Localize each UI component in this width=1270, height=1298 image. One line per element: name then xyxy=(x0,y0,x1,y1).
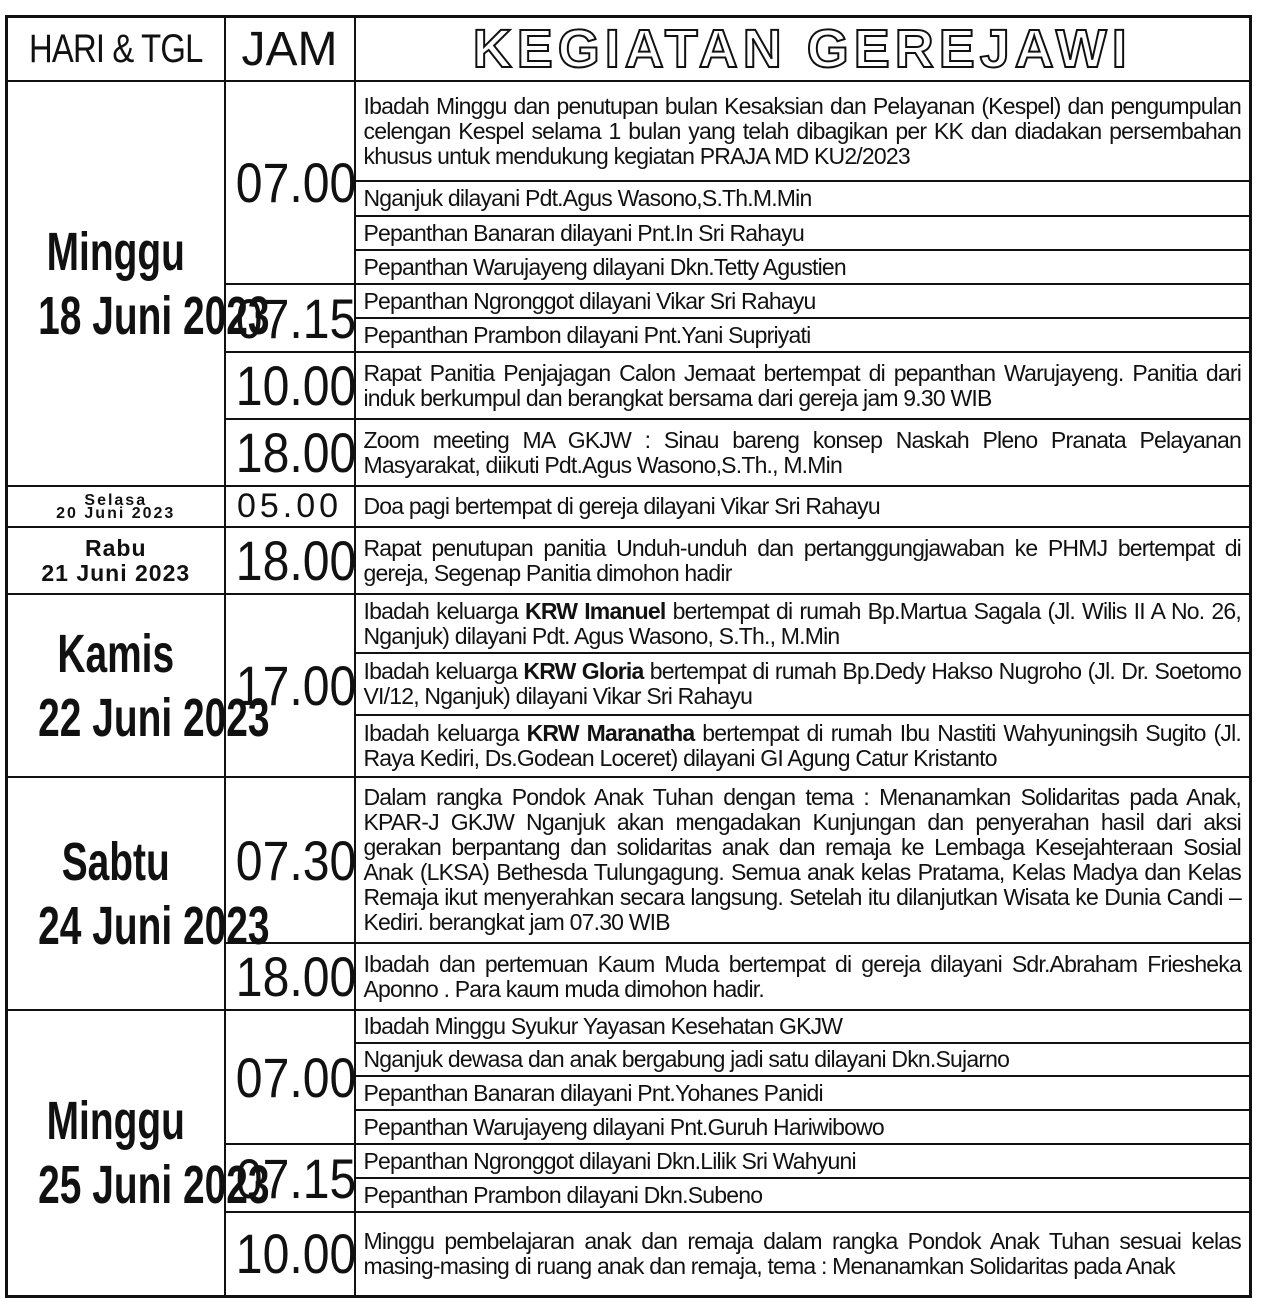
activity-text: Ibadah Minggu dan penutupan bulan Kesaksian dan Pelayanan (Kespel) dan pengumpulan celengan Kespel selama 1 bulan yang telah dibagikan per KK dan diadakan persembahan khusus untuk mendukung kegiatan PRAJA MD KU2/2023 xyxy=(363,92,1241,169)
table-row xyxy=(7,777,1251,943)
day-date: 25 Juni 2023 xyxy=(38,1154,270,1215)
day-cell xyxy=(7,594,270,777)
header-hari-tgl xyxy=(7,17,225,82)
activity-cell xyxy=(355,419,1251,486)
time-cell xyxy=(225,81,355,284)
schedule-table xyxy=(5,15,1252,1298)
day-cell xyxy=(7,527,225,594)
activity-cell xyxy=(355,943,1251,1010)
time-label: 07.30 xyxy=(235,828,356,892)
time-cell xyxy=(225,594,355,777)
activity-cell xyxy=(355,777,1251,943)
activity-text: Zoom meeting MA GKJW : Sinau bareng konsep Naskah Pleno Pranata Pelayanan Masyarakat, diikuti Pdt.Agus Wasono,S.Th., M.Min xyxy=(363,426,1241,478)
activity-cell xyxy=(355,1178,1251,1212)
activity-cell xyxy=(355,1010,1251,1043)
activity-text: Ibadah Minggu Syukur Yayasan Kesehatan GKJW xyxy=(363,1013,843,1039)
day-name: Kamis xyxy=(57,623,175,684)
time-label: 18.00 xyxy=(235,945,356,1008)
activity-text: Pepanthan Warujayeng dilayani Pnt.Guruh Hariwibowo xyxy=(363,1113,884,1140)
krw-name: KRW Maranatha xyxy=(526,720,695,746)
activity-text: Pepanthan Ngronggot dilayani Vikar Sri Rahayu xyxy=(363,287,816,314)
day-name: Minggu xyxy=(46,1090,185,1151)
time-cell xyxy=(225,943,355,1010)
header-jam-label: JAM xyxy=(241,22,338,76)
activity-cell xyxy=(355,81,1251,181)
activity-text: Dalam rangka Pondok Anak Tuhan dengan tema : Menanamkan Solidaritas pada Anak, KPAR-J GKJW Nganjuk akan mengadakan Kunjungan dan penyerahan hasil dari aksi gerakan berpantang dan solidaritas anak dan remaja ke Lembaga Kesejahteraan Sosial Anak (LKSA) Bethesda Tulungagung. Semua anak kelas Pratama, Kelas Madya dan Kelas Remaja ikut menyerahkan secara langsung. Setelah itu dilanjutkan Wisata ke Dunia Candi – Kediri. berangkat jam 07.30 WIB xyxy=(363,784,1241,935)
header-jam xyxy=(225,17,355,82)
time-label: 07.00 xyxy=(235,151,356,214)
header-kegiatan xyxy=(355,17,1251,82)
activity-cell xyxy=(355,216,1251,250)
krw-name: KRW Imanuel xyxy=(525,597,666,624)
activity-text: Minggu pembelajaran anak dan remaja dalam rangka Pondok Anak Tuhan sesuai kelas masing-masing di ruang anak dan remaja, tema : Menanamkan Solidaritas pada Anak xyxy=(363,1227,1241,1279)
day-date: 20 Juni 2023 xyxy=(56,504,176,522)
time-cell xyxy=(225,352,355,419)
time-label: 07.15 xyxy=(235,1146,356,1210)
activity-text: Pepanthan Prambon dilayani Dkn.Subeno xyxy=(363,1181,763,1208)
time-label: 17.00 xyxy=(235,654,356,717)
day-name: Rabu xyxy=(85,534,147,561)
activity-cell xyxy=(355,527,1251,594)
time-label: 18.00 xyxy=(235,529,356,592)
time-cell xyxy=(225,419,355,486)
day-cell xyxy=(7,777,270,1010)
activity-cell xyxy=(355,1043,1251,1076)
table-row xyxy=(7,1010,1251,1043)
day-cell xyxy=(7,1010,270,1296)
day-date: 22 Juni 2023 xyxy=(38,687,270,748)
table-row xyxy=(7,486,1251,527)
time-cell xyxy=(225,1212,355,1296)
activity-text: Rapat penutupan panitia Unduh-unduh dan pertanggungjawaban ke PHMJ bertempat di gereja, Segenap Panitia dimohon hadir xyxy=(363,534,1241,586)
activity-cell xyxy=(355,1076,1251,1110)
activity-text: Pepanthan Warujayeng dilayani Dkn.Tetty Agustien xyxy=(363,253,846,280)
time-label: 18.00 xyxy=(235,421,356,484)
activity-text: Ibadah keluarga KRW Imanuel bertempat di rumah Bp.Martua Sagala (Jl. Wilis II A No. 26, Nganjuk) dilayani Pdt. Agus Wasono, S.Th., M.Min xyxy=(363,597,1241,649)
activity-text: Rapat Panitia Penjajagan Calon Jemaat bertempat di pepanthan Warujayeng. Panitia dari induk berkumpul dan berangkat bersama dari gereja jam 9.30 WIB xyxy=(363,359,1241,411)
header-row xyxy=(7,17,1251,82)
time-label: 05.00 xyxy=(236,487,343,525)
activity-cell xyxy=(355,284,1251,318)
activity-text: Pepanthan Banaran dilayani Pnt.In Sri Rahayu xyxy=(363,219,804,246)
day-cell xyxy=(7,81,270,486)
activity-cell xyxy=(355,318,1251,352)
time-cell xyxy=(225,284,355,352)
krw-name: KRW Gloria xyxy=(523,658,644,684)
activity-cell xyxy=(355,486,1251,527)
time-label: 10.00 xyxy=(235,354,356,417)
day-cell xyxy=(7,486,225,527)
activity-text: Pepanthan Banaran dilayani Pnt.Yohanes Panidi xyxy=(363,1079,823,1106)
activity-cell xyxy=(355,594,1251,653)
activity-text: Ibadah dan pertemuan Kaum Muda bertempat di gereja dilayani Sdr.Abraham Friesheka Aponno . Para kaum muda dimohon hadir. xyxy=(363,950,1241,1002)
activity-text: Pepanthan Prambon dilayani Pnt.Yani Supriyati xyxy=(363,321,811,348)
activity-cell xyxy=(355,1144,1251,1178)
activity-text: Ibadah keluarga KRW Maranatha bertempat di rumah Ibu Nastiti Wahyuningsih Sugito (Jl. Raya Kediri, Ds.Godean Loceret) dilayani GI Agung Catur Kristanto xyxy=(363,720,1241,771)
day-date: 18 Juni 2023 xyxy=(38,285,270,346)
time-label: 07.15 xyxy=(235,286,356,350)
day-date: 24 Juni 2023 xyxy=(38,895,270,956)
table-row xyxy=(7,594,1251,653)
day-name: Selasa xyxy=(84,491,148,509)
time-cell xyxy=(225,1010,355,1144)
activity-cell xyxy=(355,1110,1251,1144)
activity-cell xyxy=(355,1212,1251,1296)
activity-text: Pepanthan Ngronggot dilayani Dkn.Lilik Sri Wahyuni xyxy=(363,1147,856,1174)
activity-cell xyxy=(355,715,1251,777)
activity-text: Doa pagi bertempat di gereja dilayani Vikar Sri Rahayu xyxy=(363,493,880,519)
table-row xyxy=(7,527,1251,594)
time-cell xyxy=(225,486,355,527)
activity-text: Ibadah keluarga KRW Gloria bertempat di rumah Bp.Dedy Hakso Nugroho (Jl. Dr. Soetomo VI/12, Nganjuk) dilayani Vikar Sri Rahayu xyxy=(363,658,1241,709)
time-label: 07.00 xyxy=(235,1045,356,1109)
activity-cell xyxy=(355,352,1251,419)
header-hari-tgl-label: HARI & TGL xyxy=(29,26,203,71)
time-label: 10.00 xyxy=(235,1222,356,1286)
table-row xyxy=(7,81,1251,181)
time-cell xyxy=(225,1144,355,1212)
activity-cell xyxy=(355,653,1251,715)
day-name: Minggu xyxy=(46,221,185,282)
time-cell xyxy=(225,527,355,594)
activity-cell xyxy=(355,250,1251,284)
activity-cell xyxy=(355,181,1251,216)
activity-text: Nganjuk dilayani Pdt.Agus Wasono,S.Th.M.Min xyxy=(363,185,812,211)
day-date: 21 Juni 2023 xyxy=(41,559,191,586)
activity-text: Nganjuk dewasa dan anak bergabung jadi satu dilayani Dkn.Sujarno xyxy=(363,1046,1010,1072)
day-name: Sabtu xyxy=(61,831,170,892)
header-kegiatan-label: KEGIATAN GEREJAWI xyxy=(472,19,1132,79)
